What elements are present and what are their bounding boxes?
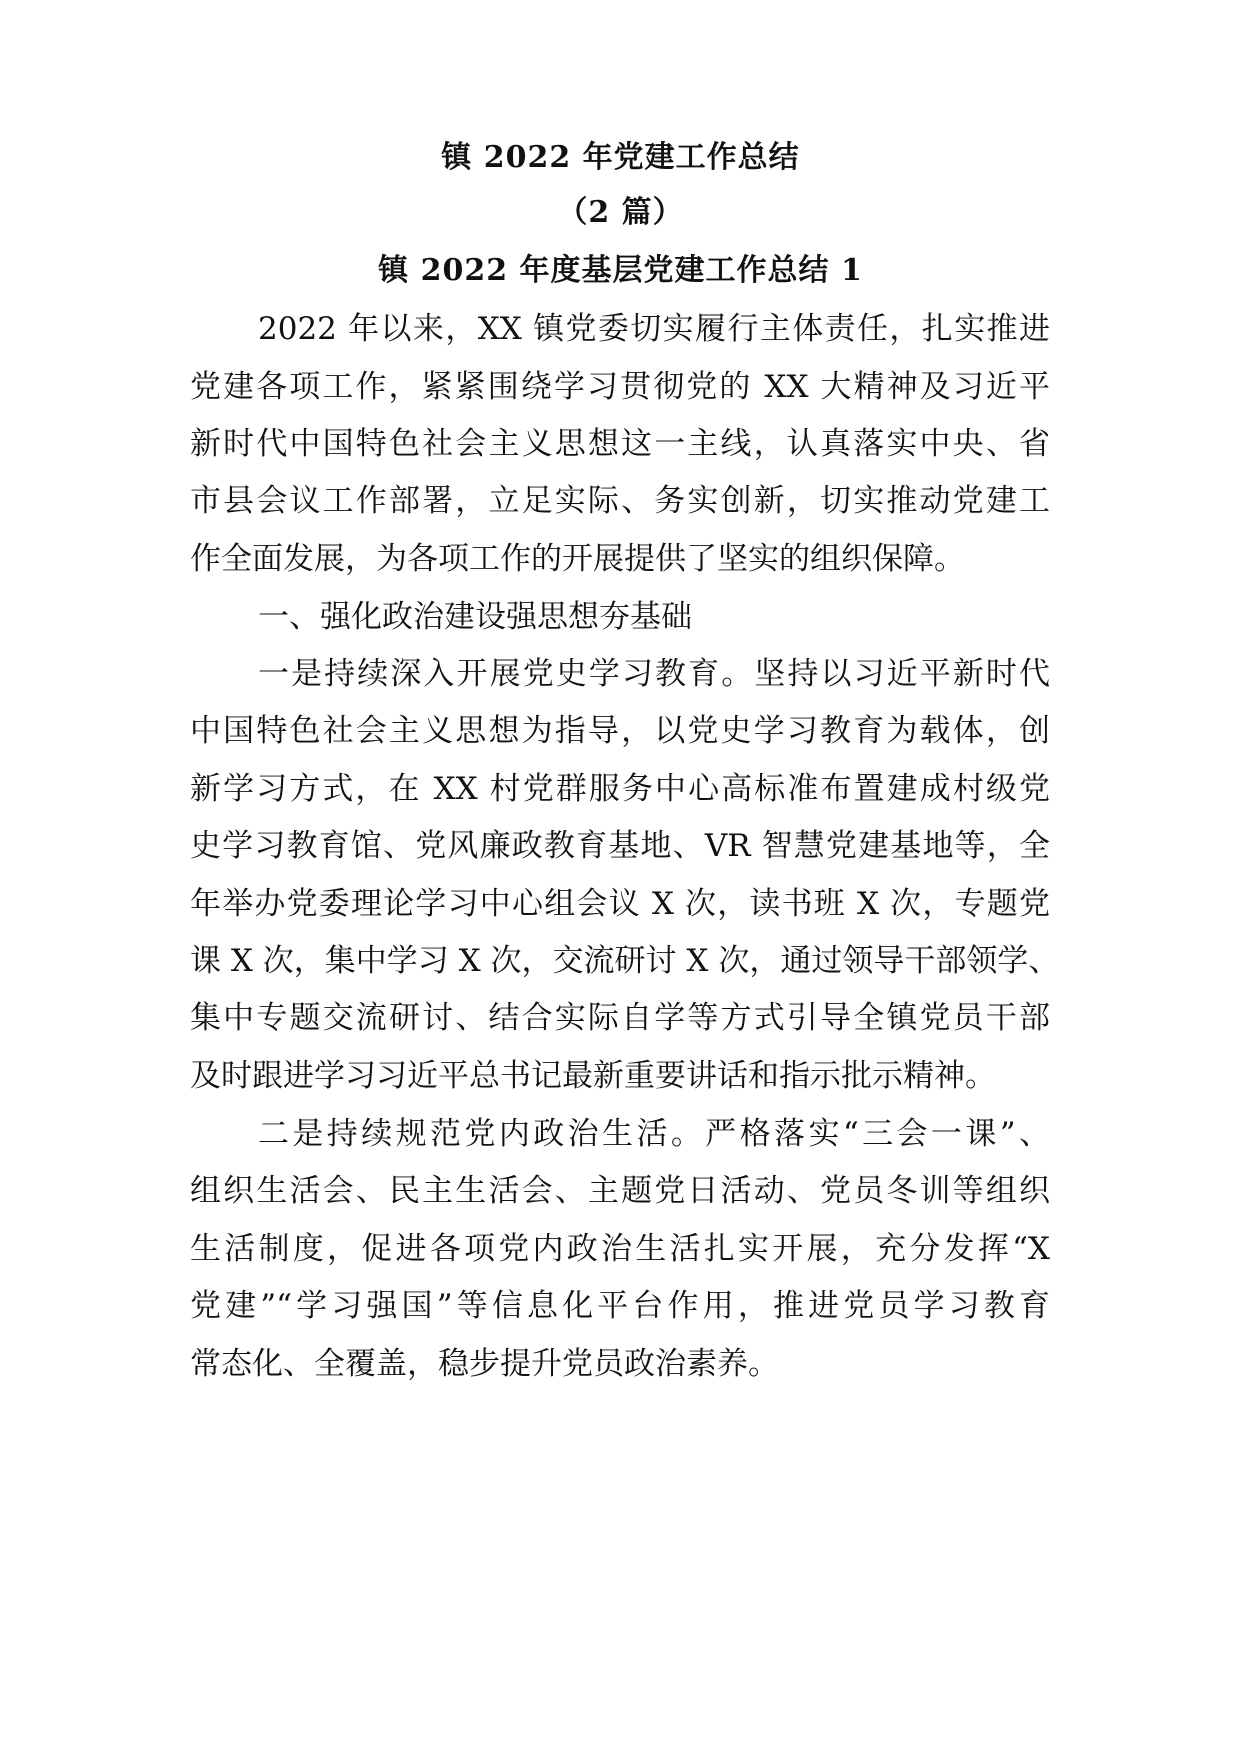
section-heading: 一、强化政治建设强思想夯基础 <box>258 599 692 635</box>
paragraph-line: 党建”“学习强国”等信息化平台作用，推进党员学习教育 <box>190 1288 1050 1324</box>
paragraph-line: 组织生活会、民主生活会、主题党日活动、党员冬训等组织 <box>190 1173 1050 1209</box>
paragraph-line: 作全面发展，为各项工作的开展提供了坚实的组织保障。 <box>190 541 965 577</box>
paragraph-line: 生活制度，促进各项党内政治生活扎实开展，充分发挥“X <box>190 1231 1050 1267</box>
paragraph-line: 及时跟进学习习近平总书记最新重要讲话和指示批示精神。 <box>190 1058 996 1094</box>
document-title: 镇 2022 年党建工作总结 <box>441 140 800 175</box>
paragraph-line: 课 X 次，集中学习 X 次，交流研讨 X 次，通过领导干部领学、 <box>190 943 1060 979</box>
paragraph-line: 新学习方式，在 XX 村党群服务中心高标准布置建成村级党 <box>190 771 1050 807</box>
paragraph-line: 中国特色社会主义思想为指导，以党史学习教育为载体，创 <box>190 713 1050 749</box>
paragraph-line: 一是持续深入开展党史学习教育。坚持以习近平新时代 <box>258 656 1050 692</box>
paragraph-line: 2022 年以来，XX 镇党委切实履行主体责任，扎实推进 <box>258 311 1050 347</box>
paragraph-line: 市县会议工作部署，立足实际、务实创新，切实推动党建工 <box>190 483 1050 519</box>
paragraph-line: 二是持续规范党内政治生活。严格落实“三会一课”、 <box>258 1116 1050 1152</box>
paragraph-line: 常态化、全覆盖，稳步提升党员政治素养。 <box>190 1346 779 1382</box>
section-title: 镇 2022 年度基层党建工作总结 1 <box>378 253 863 288</box>
document-subtitle: （2 篇） <box>557 195 684 230</box>
paragraph-line: 年举办党委理论学习中心组会议 X 次，读书班 X 次，专题党 <box>190 886 1050 922</box>
paragraph-line: 集中专题交流研讨、结合实际自学等方式引导全镇党员干部 <box>190 1000 1050 1036</box>
paragraph-line: 史学习教育馆、党风廉政教育基地、VR 智慧党建基地等，全 <box>190 828 1050 864</box>
paragraph-line: 新时代中国特色社会主义思想这一主线，认真落实中央、省 <box>190 426 1050 462</box>
paragraph-line: 党建各项工作，紧紧围绕学习贯彻党的 XX 大精神及习近平 <box>190 369 1050 405</box>
